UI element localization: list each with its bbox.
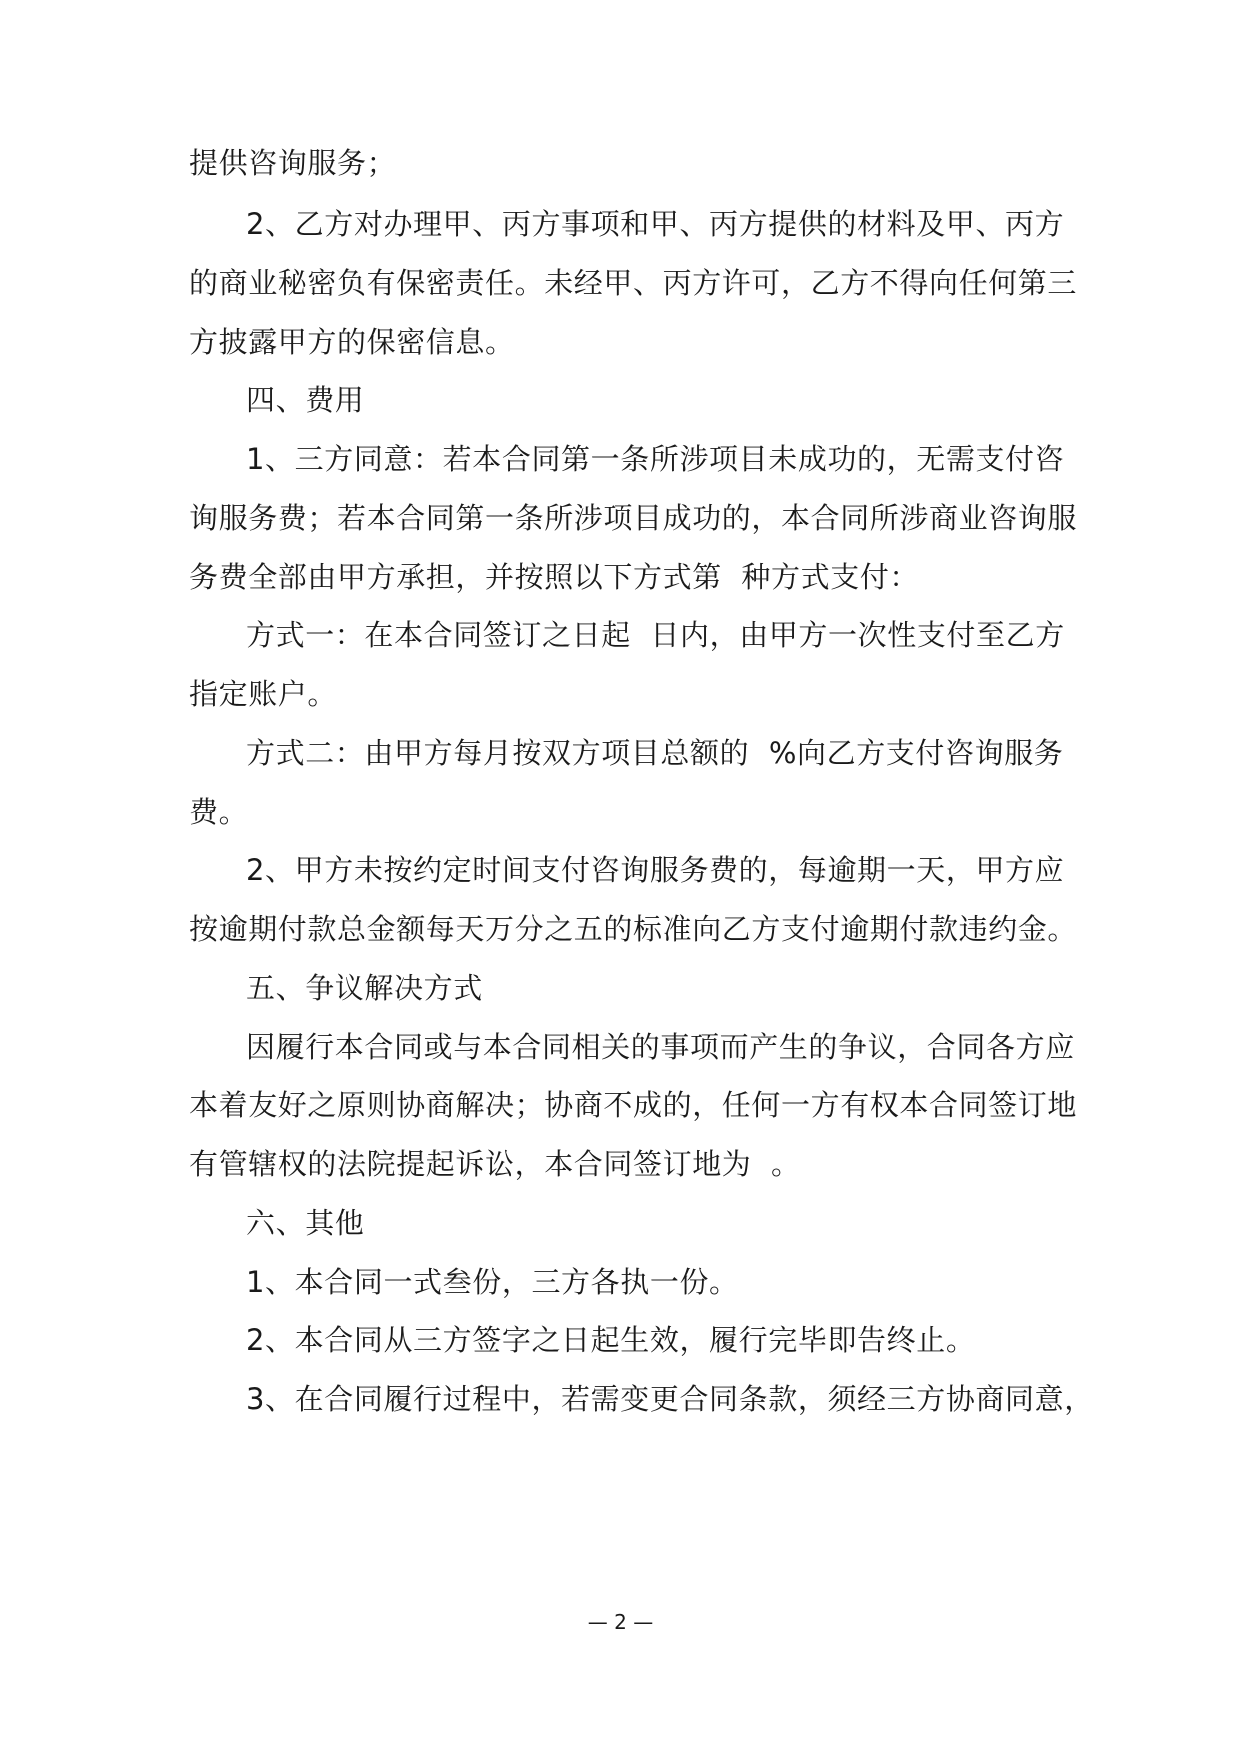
text-line: 询服务费；若本合同第一条所涉项目成功的，本合同所涉商业咨询服	[189, 501, 1078, 535]
section-heading: 四、费用	[246, 383, 365, 417]
text-line: 2、本合同从三方签字之日起生效，履行完毕即告终止。	[246, 1323, 976, 1357]
section-heading: 五、争议解决方式	[246, 971, 483, 1005]
text-line: 提供咨询服务；	[189, 146, 397, 180]
page-number: — 2 —	[587, 1610, 654, 1634]
text-line: 有管辖权的法院提起诉讼，本合同签订地为 。	[189, 1147, 801, 1181]
text-line: 方式二：由甲方每月按双方项目总额的 %向乙方支付咨询服务	[246, 736, 1064, 770]
text-line: 因履行本合同或与本合同相关的事项而产生的争议，合同各方应	[246, 1030, 1075, 1064]
text-line: 方披露甲方的保密信息。	[189, 325, 515, 359]
text-line: 本着友好之原则协商解决；协商不成的，任何一方有权本合同签订地	[189, 1088, 1078, 1122]
text-line: 2、乙方对办理甲、丙方事项和甲、丙方提供的材料及甲、丙方	[246, 207, 1065, 241]
section-heading: 六、其他	[246, 1206, 365, 1240]
text-line: 费。	[189, 795, 249, 829]
text-line: 3、在合同履行过程中，若需变更合同条款，须经三方协商同意，	[246, 1382, 1094, 1416]
text-line: 指定账户。	[189, 677, 338, 711]
text-line: 的商业秘密负有保密责任。未经甲、丙方许可，乙方不得向任何第三	[189, 266, 1078, 300]
text-line: 1、本合同一式叁份，三方各执一份。	[246, 1265, 739, 1299]
text-line: 2、甲方未按约定时间支付咨询服务费的，每逾期一天，甲方应	[246, 853, 1065, 887]
text-line: 务费全部由甲方承担，并按照以下方式第 种方式支付：	[189, 560, 920, 594]
text-line: 按逾期付款总金额每天万分之五的标准向乙方支付逾期付款违约金。	[189, 912, 1078, 946]
text-line: 方式一：在本合同签订之日起 日内，由甲方一次性支付至乙方	[246, 618, 1065, 652]
text-line: 1、三方同意：若本合同第一条所涉项目未成功的，无需支付咨	[246, 442, 1065, 476]
